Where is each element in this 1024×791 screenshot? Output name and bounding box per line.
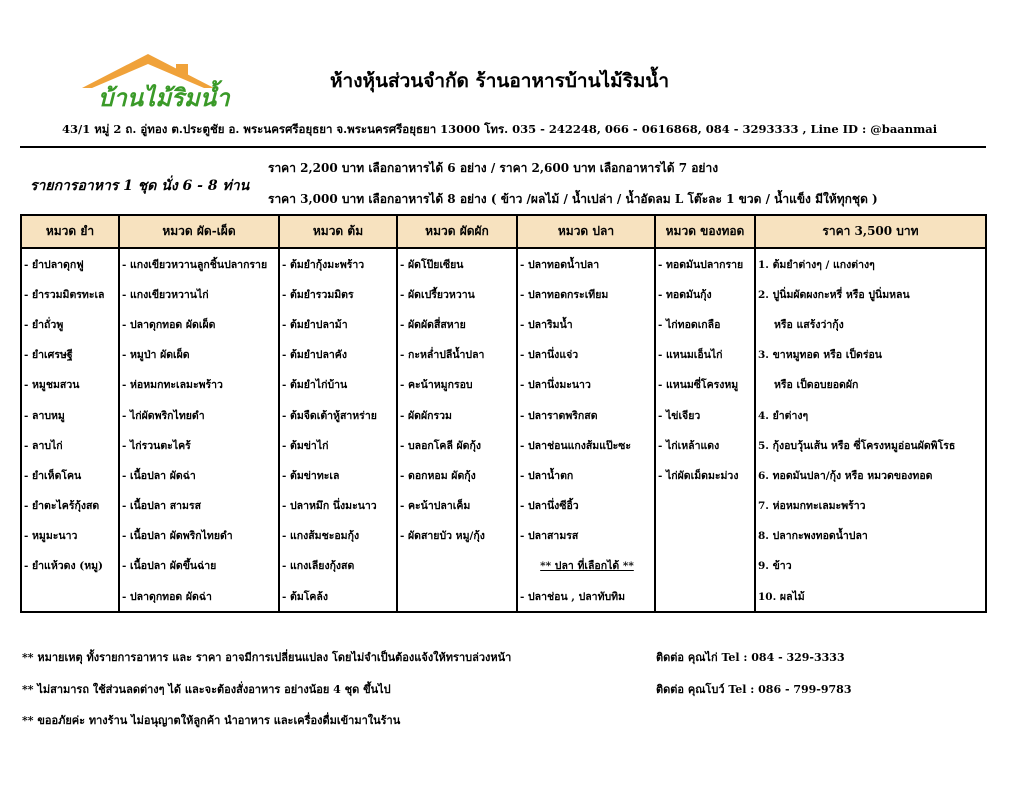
menu-item-phat-phak: - กะหล่ำปลีน้ำปลา (397, 340, 517, 370)
restaurant-logo (78, 50, 238, 112)
table-row (21, 521, 986, 551)
menu-item-khong-thot (655, 491, 755, 521)
menu-item-tom: - ต้มข่าทะเล (279, 460, 397, 490)
menu-item-pla: - ปลาช่อน , ปลาทับทิม (517, 581, 655, 612)
set-3500-item: 3. ขาหมูทอด หรือ เป็ดร่อน (755, 340, 986, 370)
menu-item-pla: - ปลาน้ำตก (517, 460, 655, 490)
set-label: รายการอาหาร 1 ชุด นั่ง 6 - 8 ท่าน (30, 178, 250, 194)
table-row (21, 370, 986, 400)
menu-item-yam: - ยำแห้วดง (หมู) (21, 551, 119, 581)
header-pla: หมวด ปลา (517, 215, 655, 248)
menu-item-khong-thot (655, 521, 755, 551)
menu-item-pla: - ปลาราดพริกสด (517, 400, 655, 430)
menu-item-khong-thot (655, 581, 755, 612)
menu-item-tom: - ปลาหมึก นึ่งมะนาว (279, 491, 397, 521)
menu-item-yam: - หมูชมสวน (21, 370, 119, 400)
menu-item-pla: - ปลานึ่งซีอิ้ว (517, 491, 655, 521)
menu-item-pla: - ปลาทอดกระเทียม (517, 279, 655, 309)
menu-item-pla: - ปลาช่อนแกงส้มแป๊ะซะ (517, 430, 655, 460)
menu-table (20, 214, 987, 613)
menu-item-phat-phak (397, 581, 517, 612)
menu-item-tom: - ต้มยำรวมมิตร (279, 279, 397, 309)
menu-item-phat-phak: - ผัดโป๊ยเซียน (397, 248, 517, 279)
menu-item-tom: - ต้มข่าไก่ (279, 430, 397, 460)
menu-item-pla: - ปลาทอดน้ำปลา (517, 248, 655, 279)
menu-item-tom: - ต้มยำปลาม้า (279, 309, 397, 339)
menu-item-yam: - ลาบหมู (21, 400, 119, 430)
page-title: ห้างหุ้นส่วนจำกัด ร้านอาหารบ้านไม้ริมน้ำ (330, 70, 670, 92)
set-3500-item: 8. ปลากะพงทอดน้ำปลา (755, 521, 986, 551)
menu-item-phat-phak: - คะน้าปลาเค็ม (397, 491, 517, 521)
footer-note-2: ** ไม่สามารถ ใช้ส่วนลดต่างๆ ได้ และจะต้องสั่งอาหาร อย่างน้อย 4 ชุด ขึ้นไป (22, 683, 391, 696)
menu-item-pla: - ปลาสามรส (517, 521, 655, 551)
set-3500-item: 9. ข้าว (755, 551, 986, 581)
menu-item-khong-thot: - ไก่เหล้าแดง (655, 430, 755, 460)
menu-item-phat-phet: - เนื้อปลา ผัดพริกไทยดำ (119, 521, 279, 551)
menu-item-yam: - ยำเศรษฐี (21, 340, 119, 370)
menu-item-phat-phak: - ผัดผักรวม (397, 400, 517, 430)
set-3500-item: 2. ปูนิ่มผัดผงกะหรี่ หรือ ปูนิ่มหลน (755, 279, 986, 309)
table-row (21, 309, 986, 339)
logo-text: บ้านไม้ริมน้ำ (98, 83, 230, 112)
menu-item-phat-phet: - เนื้อปลา ผัดฉ่า (119, 460, 279, 490)
table-row (21, 460, 986, 490)
header-phat-phet: หมวด ผัด-เผ็ด (119, 215, 279, 248)
menu-header-row (21, 215, 986, 248)
menu-item-yam: - หมูมะนาว (21, 521, 119, 551)
menu-item-khong-thot: - ไข่เจียว (655, 400, 755, 430)
header-khong-thot: หมวด ของทอด (655, 215, 755, 248)
menu-item-phat-phet: - ไก่รวนตะไคร้ (119, 430, 279, 460)
contact-2: ติดต่อ คุณโบว์ Tel : 086 - 799-9783 (656, 683, 852, 696)
menu-item-pla: - ปลานึ่งแจ่ว (517, 340, 655, 370)
menu-item-yam: - ยำเห็ดโคน (21, 460, 119, 490)
menu-item-yam (21, 581, 119, 612)
header-divider (20, 146, 986, 148)
price-line-1: ราคา 2,200 บาท เลือกอาหารได้ 6 อย่าง / ราคา 2,600 บาท เลือกอาหารได้ 7 อย่าง (268, 161, 719, 175)
menu-item-tom: - ต้มจืดเต้าหู้สาหร่าย (279, 400, 397, 430)
menu-item-phat-phak: - ผัดสายบัว หมู/กุ้ง (397, 521, 517, 551)
menu-item-khong-thot: - ทอดมันกุ้ง (655, 279, 755, 309)
set-3500-item: 4. ยำต่างๆ (755, 400, 986, 430)
menu-item-yam: - ยำตะไคร้กุ้งสด (21, 491, 119, 521)
footer-note-3: ** ขออภัยค่ะ ทางร้าน ไม่อนุญาตให้ลูกค้า นำอาหาร และเครื่องดื่มเข้ามาในร้าน (22, 714, 401, 727)
set-3500-item: 1. ต้มยำต่างๆ / แกงต่างๆ (755, 248, 986, 279)
menu-item-phat-phet: - แกงเขียวหวานลูกชิ้นปลากราย (119, 248, 279, 279)
table-row (21, 581, 986, 612)
menu-item-khong-thot (655, 551, 755, 581)
menu-item-khong-thot: - แหนมซี่โครงหมู (655, 370, 755, 400)
menu-item-phat-phak: - ผัดเปรี้ยวหวาน (397, 279, 517, 309)
menu-item-phat-phak: - คะน้าหมูกรอบ (397, 370, 517, 400)
menu-item-tom: - ต้มโคล้ง (279, 581, 397, 612)
menu-item-phat-phak: - บลอกโคลี ผัดกุ้ง (397, 430, 517, 460)
menu-item-tom: - ต้มยำไก่บ้าน (279, 370, 397, 400)
menu-item-phat-phet: - ไก่ผัดพริกไทยดำ (119, 400, 279, 430)
set-3500-item: 7. ห่อหมกทะเลมะพร้าว (755, 491, 986, 521)
menu-item-phat-phet: - เนื้อปลา สามรส (119, 491, 279, 521)
table-row (21, 491, 986, 521)
menu-item-tom: - ต้มยำปลาคัง (279, 340, 397, 370)
menu-item-pla: - ปลานึ่งมะนาว (517, 370, 655, 400)
set-3500-item: 5. กุ้งอบวุ้นเส้น หรือ ซี่โครงหมูอ่อนผัดพิโรธ (755, 430, 986, 460)
menu-item-phat-phet: - ปลาดุกทอด ผัดเผ็ด (119, 309, 279, 339)
header-set-3500: ราคา 3,500 บาท (755, 215, 986, 248)
table-row (21, 551, 986, 581)
header-tom: หมวด ต้ม (279, 215, 397, 248)
menu-item-yam: - ยำปลาดุกฟู (21, 248, 119, 279)
menu-item-pla: ** ปลา ที่เลือกได้ ** (517, 551, 655, 581)
address-line: 43/1 หมู่ 2 ถ. อู่ทอง ต.ประตูชัย อ. พระนครศรีอยุธยา จ.พระนครศรีอยุธยา 13000 โทร. 035 - 242248, 066 - 0616868, 084 - 3293333 , Line ID : @baanmai (62, 122, 938, 136)
menu-item-phat-phak (397, 551, 517, 581)
set-3500-item: หรือ แสร้งว่ากุ้ง (755, 309, 986, 339)
header-phat-phak: หมวด ผัดผัก (397, 215, 517, 248)
price-line-2: ราคา 3,000 บาท เลือกอาหารได้ 8 อย่าง ( ข้าว /ผลไม้ / น้ำเปล่า / น้ำอัดลม L โต๊ะละ 1 ขวด / น้ำแข็ง มีให้ทุกชุด ) (268, 192, 878, 206)
table-row (21, 340, 986, 370)
menu-item-khong-thot: - แหนมเอ็นไก่ (655, 340, 755, 370)
menu-item-tom: - ต้มยำกุ้งมะพร้าว (279, 248, 397, 279)
set-3500-item: 6. ทอดมันปลา/กุ้ง หรือ หมวดของทอด (755, 460, 986, 490)
set-3500-item: 10. ผลไม้ (755, 581, 986, 612)
menu-item-tom: - แกงเลียงกุ้งสด (279, 551, 397, 581)
menu-item-yam: - ลาบไก่ (21, 430, 119, 460)
table-row (21, 430, 986, 460)
menu-item-khong-thot: - ทอดมันปลากราย (655, 248, 755, 279)
menu-item-phat-phak: - ดอกหอม ผัดกุ้ง (397, 460, 517, 490)
menu-item-yam: - ยำถั่วพู (21, 309, 119, 339)
menu-item-phat-phak: - ผัดผัดสี่สหาย (397, 309, 517, 339)
menu-item-phat-phet: - ห่อหมกทะเลมะพร้าว (119, 370, 279, 400)
menu-item-phat-phet: - ปลาดุกทอด ผัดฉ่า (119, 581, 279, 612)
footer-note-1: ** หมายเหตุ ทั้งรายการอาหาร และ ราคา อาจมีการเปลี่ยนแปลง โดยไม่จำเป็นต้องแจ้งให้ทราบล่วงหน้า (22, 651, 512, 664)
menu-item-phat-phet: - เนื้อปลา ผัดขึ้นฉ่าย (119, 551, 279, 581)
set-3500-item: หรือ เป็ดอบยอดผัก (755, 370, 986, 400)
menu-item-phat-phet: - แกงเขียวหวานไก่ (119, 279, 279, 309)
menu-item-khong-thot: - ไก่ทอดเกลือ (655, 309, 755, 339)
table-row (21, 248, 986, 279)
menu-item-pla: - ปลาริมน้ำ (517, 309, 655, 339)
menu-item-yam: - ยำรวมมิตรทะเล (21, 279, 119, 309)
contact-1: ติดต่อ คุณไก่ Tel : 084 - 329-3333 (656, 651, 845, 664)
menu-item-tom: - แกงส้มชะอมกุ้ง (279, 521, 397, 551)
table-row (21, 400, 986, 430)
menu-item-khong-thot: - ไก่ผัดเม็ดมะม่วง (655, 460, 755, 490)
header-yam: หมวด ยำ (21, 215, 119, 248)
table-row (21, 279, 986, 309)
menu-item-phat-phet: - หมูป่า ผัดเผ็ด (119, 340, 279, 370)
